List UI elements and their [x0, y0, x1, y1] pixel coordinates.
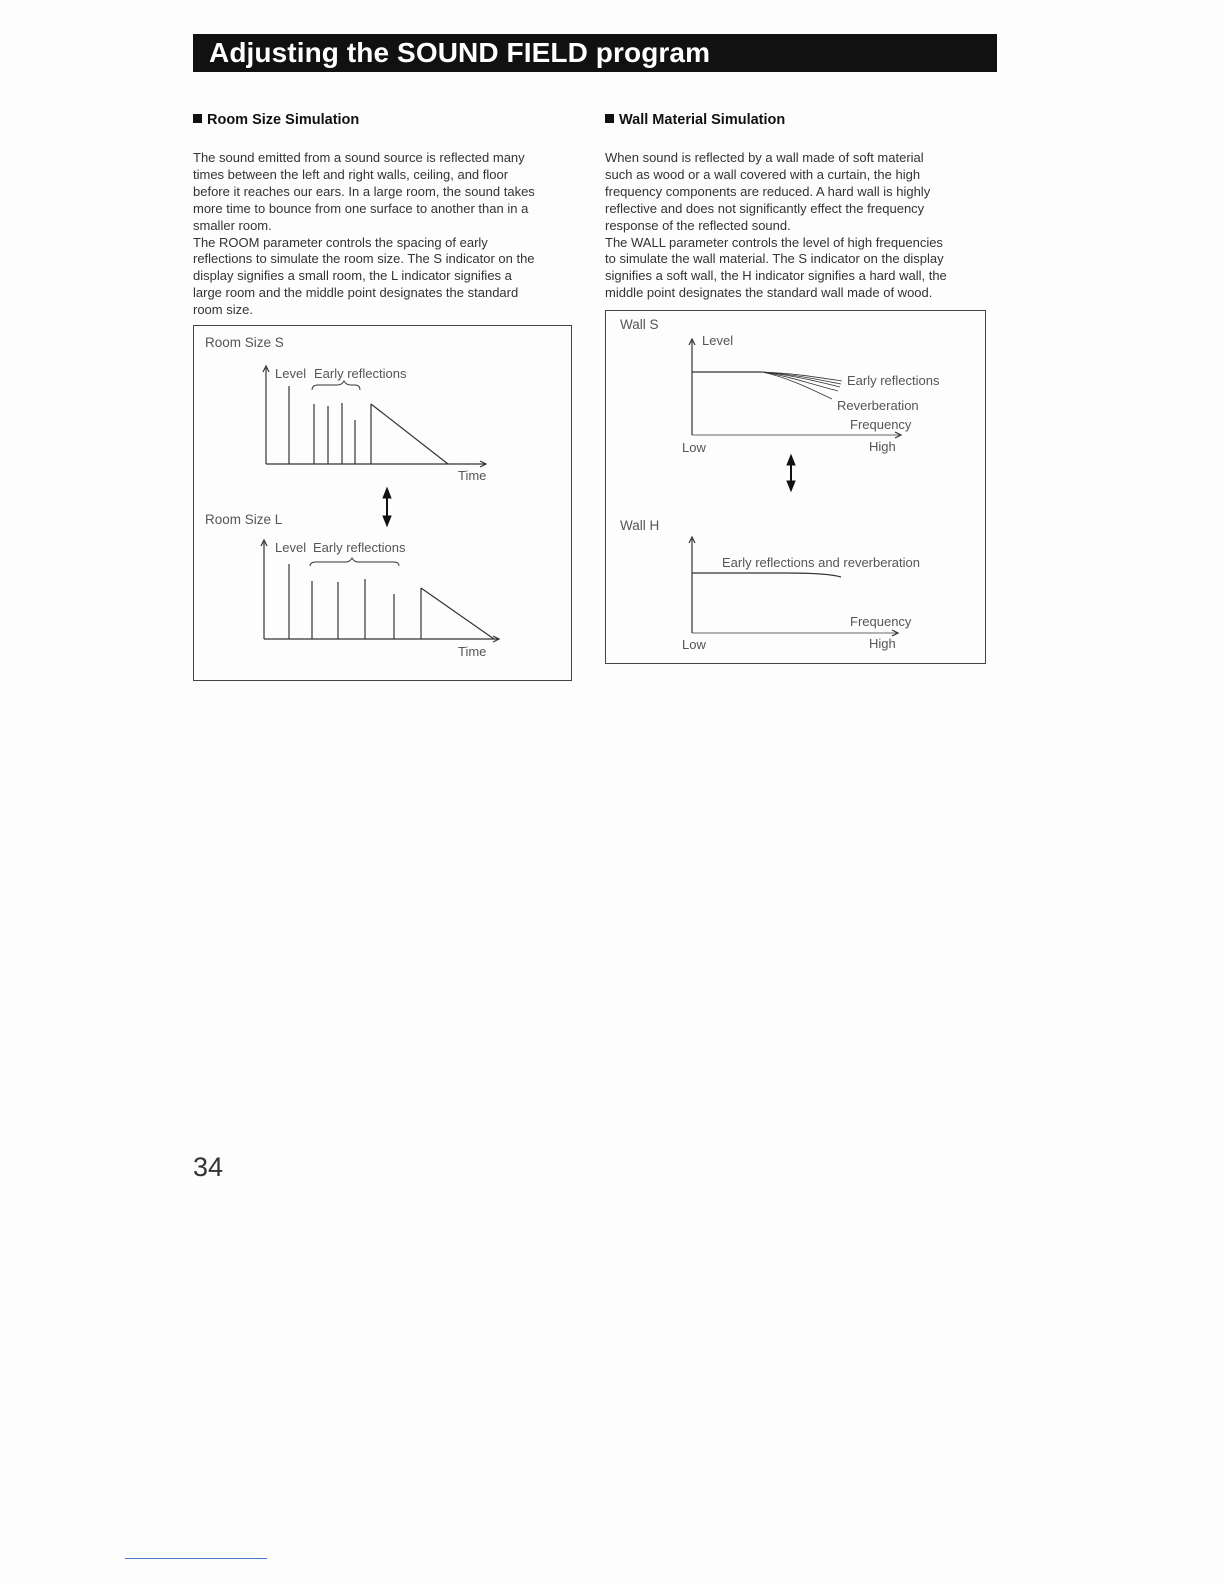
wall-material-section [605, 112, 985, 302]
wall-material-heading-text: Wall Material Simulation [619, 112, 786, 128]
wall-h-high-label: High [869, 636, 896, 651]
wall-h-low-label: Low [682, 637, 706, 652]
room-size-s-title: Room Size S [205, 335, 284, 350]
bullet-square-icon [605, 114, 614, 123]
room-l-time-label: Time [458, 644, 487, 659]
room-size-figure [193, 325, 572, 681]
wall-s-title: Wall S [620, 317, 659, 332]
wall-h-curve-label: Early reflections and reverberation [722, 555, 920, 570]
room-s-early-reflections-label: Early reflections [314, 366, 407, 381]
room-s-bracket [312, 381, 360, 390]
footer-rule [125, 1558, 267, 1559]
wall-h-flat-response [692, 573, 841, 577]
wall-double-arrow-icon [787, 455, 795, 491]
wall-s-frequency-label: Frequency [850, 417, 912, 432]
room-l-early-reflections-label: Early reflections [313, 540, 406, 555]
wall-material-heading [605, 112, 985, 128]
room-size-l-title: Room Size L [205, 512, 283, 527]
wall-s-level-label: Level [702, 333, 734, 348]
page-number: 34 [193, 1152, 224, 1182]
room-l-level-label: Level [275, 540, 307, 555]
room-size-section [193, 112, 573, 319]
wall-s-early-reflections-label: Early reflections [847, 373, 940, 388]
room-l-reverb-decay [421, 588, 494, 639]
wall-h-frequency-label: Frequency [850, 614, 912, 629]
bullet-square-icon [193, 114, 202, 123]
wall-s-reverberation-label: Reverberation [837, 398, 919, 413]
wall-material-figure [605, 310, 986, 664]
wall-material-diagram-drawing [606, 311, 985, 663]
wall-h-title: Wall H [620, 518, 660, 533]
room-s-reverb-decay [371, 404, 448, 464]
wall-material-paragraph-1: When sound is reflected by a wall made of soft material such as wood or a wall covered with a curtain, the high frequency components are reduced. A hard wall is highly reflective and does not significantly effect the frequency response of the reflected sound. [605, 150, 931, 233]
page-title: Adjusting the SOUND FIELD program [193, 34, 997, 72]
room-s-level-label: Level [275, 366, 307, 381]
wall-s-rolloff-curves [762, 372, 842, 399]
room-s-time-label: Time [458, 468, 487, 483]
wall-s-low-label: Low [682, 440, 706, 455]
room-size-heading-text: Room Size Simulation [207, 112, 360, 128]
wall-s-high-label: High [869, 439, 896, 454]
room-size-double-arrow-icon [383, 488, 391, 526]
wall-material-paragraph-2: The WALL parameter controls the level of high frequencies to simulate the wall material. The S indicator on the display signifies a soft wall, the H indicator signifies a hard wall, the middle point designates the standard wall made of wood. [605, 234, 947, 301]
room-size-paragraph-2: The ROOM parameter controls the spacing of early reflections to simulate the room size. The S indicator on the display signifies a small room, the L indicator signifies a large room and the middle point designates the standard room size. [193, 234, 535, 318]
room-size-paragraph-1: The sound emitted from a sound source is reflected many times between the left and right walls, ceiling, and floor before it reaches our ears. In a large room, the sound takes more time to bounce from one surface to another than in a smaller room. [193, 150, 535, 233]
room-l-bracket [310, 558, 399, 566]
room-size-heading [193, 112, 573, 128]
